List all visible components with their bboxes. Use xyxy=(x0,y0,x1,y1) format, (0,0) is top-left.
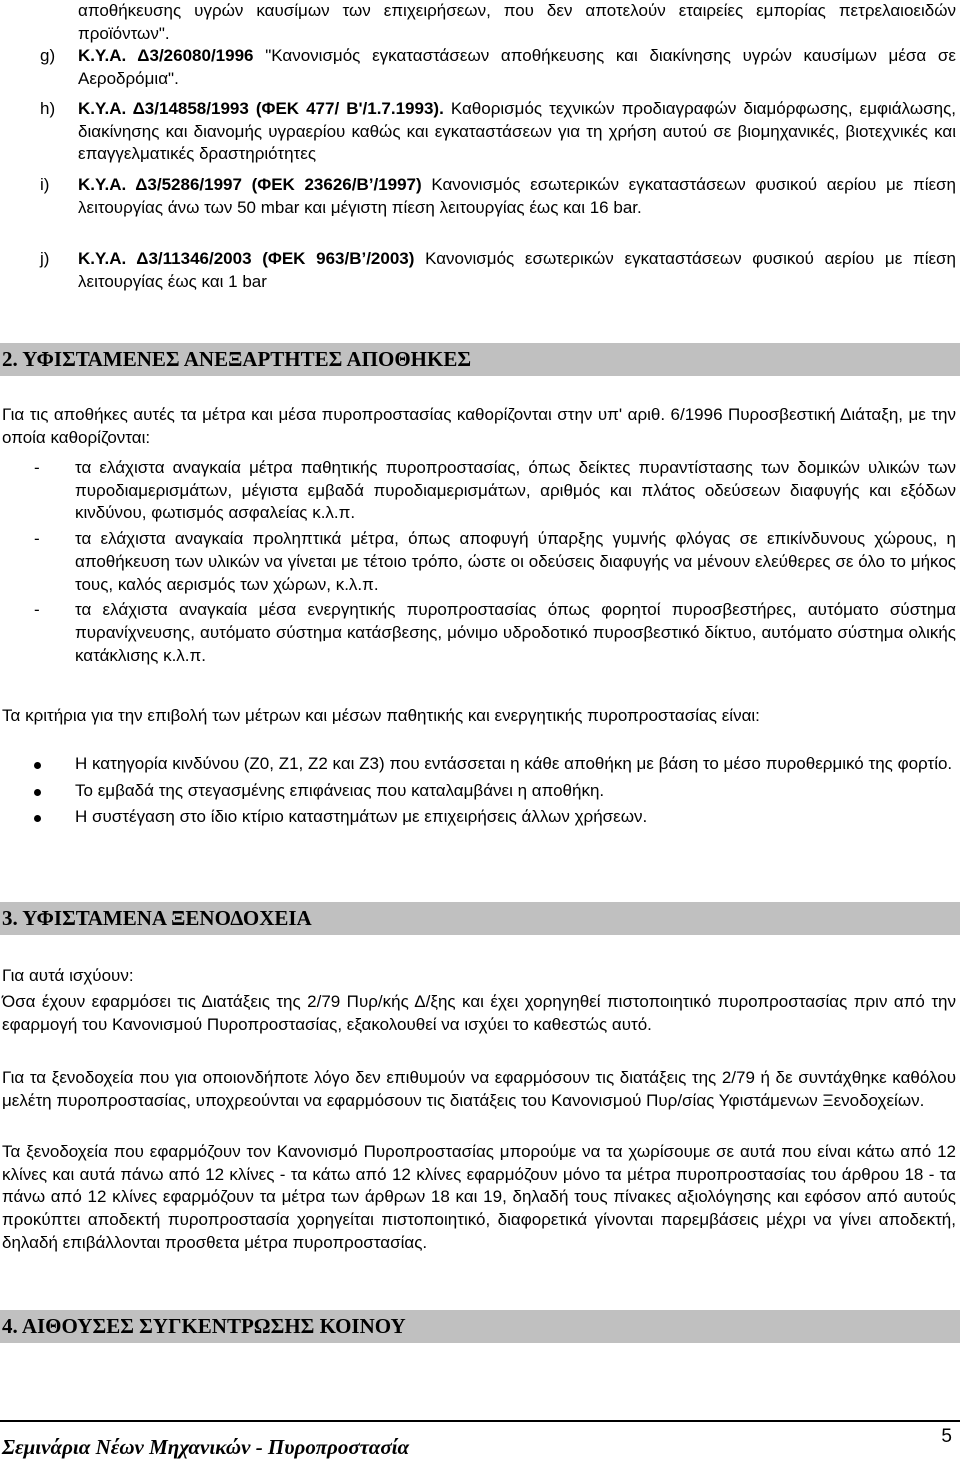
item-label: g) xyxy=(40,46,56,65)
bullet-item xyxy=(2,753,956,776)
section3-para-2: Όσα έχουν εφαρμόσει τις Διατάξεις της 2/79 Πυρ/κής Δ/ξης και έχει χορηγηθεί πιστοποιητικό πυροπροστασίας πριν από την εφαρμογή του Κανονισμού Πυροπροστασίας, εξακολουθεί να ισχύει το καθεστώς αυτό. xyxy=(2,992,956,1034)
list-item-i xyxy=(40,174,956,219)
footer-title: Σεμινάρια Νέων Μηχανικών - Πυροπροστασία xyxy=(2,1435,410,1459)
section3-para-4: Τα ξενοδοχεία που εφαρμόζουν τον Κανονισμό Πυροπροστασίας μπορούμε να τα χωρίσουμε σε αυτά που είναι κάτω από 12 κλίνες και αυτά πάνω από 12 κλίνες - τα κάτω από 12 κλίνες εφαρμόζουν μόνο τα μέτρα πυροπροστασίας του άρθρου 18 - τα πάνω από 12 κλίνες εφαρμόζουν τα μέτρα των άρθρων 18 και 19, δηλαδή τους πίνακες αξιολόγησης και εφόσον από αυτούς προκύπτει αποδεκτή πυροπροστασία χορηγείται πιστοποιητικό, διαφορετικά γίνονται παρεμβάσεις μέχρι να γίνει αποδεκτή, δηλαδή επιβάλλονται προσθετα μέτρα πυροπροστασίας. xyxy=(2,1142,956,1252)
item-text: Κανονισμός εσωτερικών εγκαταστάσεων φυσικού αερίου με πίεση λειτουργίας έως και 1 bar xyxy=(78,249,956,291)
item-label: i) xyxy=(40,175,50,194)
item-label: h) xyxy=(40,99,56,118)
bullet-icon xyxy=(34,762,41,769)
bullet-item-text: Η συστέγαση στο ίδιο κτίριο καταστημάτων με επιχειρήσεις άλλων χρήσεων. xyxy=(75,807,648,827)
item-reference: Κ.Υ.Α. Δ3/14858/1993 (ΦΕΚ 477/ Β'/1.7.1993). xyxy=(78,99,444,118)
item-label: j) xyxy=(40,249,50,268)
bullet-item xyxy=(2,806,956,829)
item-reference: Κ.Υ.Α. Δ3/5286/1997 (ΦΕΚ 23626/Β’/1997) xyxy=(78,175,422,194)
section-heading-2: 2. ΥΦΙΣΤΑΜΕΝΕΣ ΑΝΕΞΑΡΤΗΤΕΣ ΑΠΟΘΗΚΕΣ xyxy=(0,343,960,376)
item-text: Κανονισμός εσωτερικών εγκαταστάσεων φυσικού αερίου με πίεση λειτουργίας άνω των 50 mbar και μέγιστη πίεση λειτουργίας έως και 16 bar. xyxy=(78,175,957,217)
dash-item-text: τα ελάχιστα αναγκαία μέσα ενεργητικής πυροπροστασίας όπως φορητοί πυροσβεστήρες, αυτόματο σύστημα πυρανίχνευσης, αυτόματο σύστημα κατάσβεσης, μόνιμο υδροδοτικό πυροσβεστικό δίκτυο, αυτόματο σύστημα ολικής κατάκλισης κ.λ.π. xyxy=(75,600,956,665)
item-text: Καθορισμός τεχνικών προδιαγραφών διαμόρφωσης, εμφιάλωσης, διακίνησης και διανομής υγραερίου καθώς και εγκαταστάσεων για τη χρήση αυτού σε βιομηχανικές, βιοτεχνικές και επαγγελματικές δραστηριότητες xyxy=(78,99,957,164)
bullet-item-text: Το εμβαδά της στεγασμένης επιφάνειας που καταλαμβάνει η αποθήκη. xyxy=(75,780,605,800)
list-item-g xyxy=(40,45,956,90)
item-reference: Κ.Υ.Α. Δ3/11346/2003 (ΦΕΚ 963/Β’/2003) xyxy=(78,249,415,268)
item-text: "Κανονισμός εγκαταστάσεων αποθήκευσης και διακίνησης υγρών καυσίμων μέσα σε Αεροδρόμια". xyxy=(78,46,957,88)
bullet-icon xyxy=(34,815,41,822)
section3-para-1: Για αυτά ισχύουν: xyxy=(2,966,134,985)
page-number: 5 xyxy=(941,1426,952,1447)
bullet-item-text: Η κατηγορία κινδύνου (Ζ0, Ζ1, Ζ2 και Ζ3) που εντάσσεται η κάθε αποθήκη με βάση το μέσο πυροθερμικό της φορτίο. xyxy=(75,754,953,773)
dash-item-text: τα ελάχιστα αναγκαία προληπτικά μέτρα, όπως αποφυγή ύπαρξης γυμνής φλόγας σε επικίνδυνους χώρους, η αποθήκευση των υλικών να γίνεται με τέτοιο τρόπο, ώστε οι οδεύσεις διαφυγής να μένουν ελεύθερες σε όλο το μήκος τους, καλός αερισμός των χώρων, κ.λ.π. xyxy=(75,529,956,594)
page-footer xyxy=(0,1420,960,1460)
dash-item: - τα ελάχιστα αναγκαία μέσα ενεργητικής πυροπροστασίας όπως φορητοί πυροσβεστήρες, αυτόματο σύστημα πυρανίχνευσης, αυτόματο σύστημα κατάσβεσης, μόνιμο υδροδοτικό πυροσβεστικό δίκτυο, αυτόματο σύστημα ολικής κατάκλισης κ.λ.π. xyxy=(34,600,956,665)
bullet-icon xyxy=(34,789,41,796)
section-heading-4: 4. ΑΙΘΟΥΣΕΣ ΣΥΓΚΕΝΤΡΩΣΗΣ ΚΟΙΝΟΥ xyxy=(0,1310,960,1343)
criteria-paragraph: Τα κριτήρια για την επιβολή των μέτρων και μέσων παθητικής και ενεργητικής πυροπροστασίας είναι: xyxy=(2,706,760,725)
dash-item: - τα ελάχιστα αναγκαία προληπτικά μέτρα, όπως αποφυγή ύπαρξης γυμνής φλόγας σε επικίνδυνους χώρους, η αποθήκευση των υλικών να γίνεται με τέτοιο τρόπο, ώστε οι οδεύσεις διαφυγής να μένουν ελεύθερες σε όλο το μήκος τους, καλός αερισμός των χώρων, κ.λ.π. xyxy=(34,529,956,594)
list-item-j xyxy=(40,248,956,293)
section2-intro: Για τις αποθήκες αυτές τα μέτρα και μέσα πυροπροστασίας καθορίζονται στην υπ' αριθ. 6/1996 Πυροσβεστική Διάταξη, με την οποία καθορίζονται: xyxy=(2,405,956,447)
item-reference: Κ.Υ.Α. Δ3/26080/1996 xyxy=(78,46,254,65)
list-item-h xyxy=(40,98,956,166)
bullet-item xyxy=(2,780,956,803)
dash-list xyxy=(2,457,956,667)
dash-item-text: τα ελάχιστα αναγκαία μέτρα παθητικής πυροπροστασίας, όπως δείκτες πυραντίστασης των δομικών υλικών των πυροδιαμερισμάτων, μέγιστα εμβαδά πυροδιαμερισμάτων, αριθμός και πλάτος οδεύσεων διαφυγής και εξόδων κινδύνου, φωτισμός ασφαλείας κ.λ.π. xyxy=(75,458,956,523)
section-heading-3: 3. ΥΦΙΣΤΑΜΕΝΑ ΞΕΝΟΔΟΧΕΙΑ xyxy=(0,902,960,935)
dash-item: - τα ελάχιστα αναγκαία μέτρα παθητικής πυροπροστασίας, όπως δείκτες πυραντίστασης των δομικών υλικών των πυροδιαμερισμάτων, μέγιστα εμβαδά πυροδιαμερισμάτων, αριθμός και πλάτος οδεύσεων διαφυγής και εξόδων κινδύνου, φωτισμός ασφαλείας κ.λ.π. xyxy=(34,458,956,523)
section3-para-3: Για τα ξενοδοχεία που για οποιονδήποτε λόγο δεν επιθυμούν να εφαρμόσουν τις διατάξεις της 2/79 ή δε συντάχθηκε καθόλου μελέτη πυροπροστασίας, υποχρεούνται να εφαρμόσουν τις διατάξεις του Κανονισμού Πυρ/σίας Υφιστάμενων Ξενοδοχείων. xyxy=(2,1068,956,1110)
continued-paragraph: αποθήκευσης υγρών καυσίμων των επιχειρήσεων, που δεν αποτελούν εταιρείες εμπορίας πετρελαιοειδών προϊόντων". xyxy=(78,1,956,43)
bullet-list xyxy=(2,753,956,829)
